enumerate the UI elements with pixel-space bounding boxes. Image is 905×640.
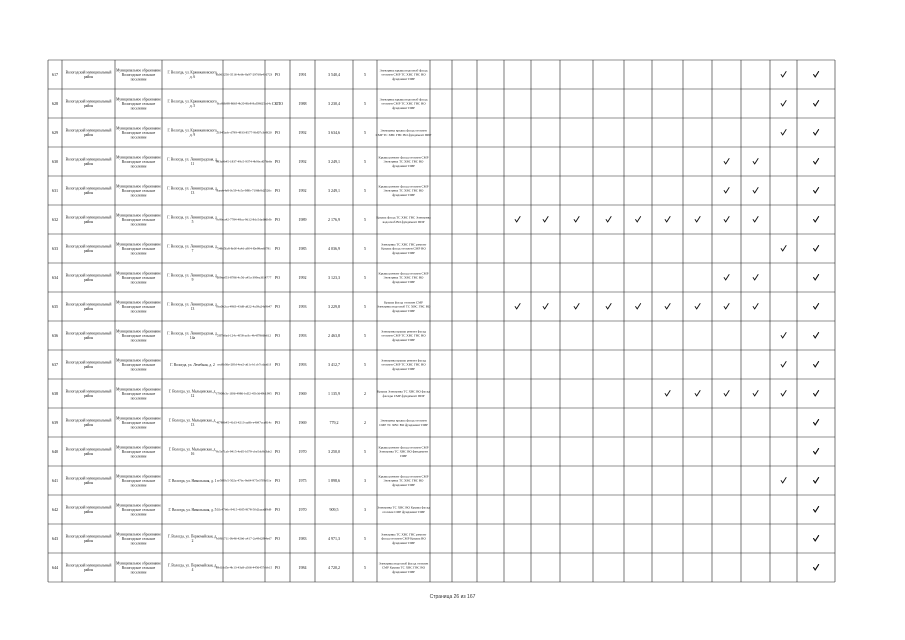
cell-floors: 5 <box>364 101 366 107</box>
cell-form: РО <box>274 217 281 223</box>
cell-num: 633 <box>51 246 59 252</box>
cell-num: 637 <box>51 362 59 368</box>
cell-district: Вологодский муниципальный район <box>65 360 112 370</box>
cell-address: Г. Вологда, ул. Ленинградская, д. 13 <box>167 302 218 312</box>
cell-num: 644 <box>51 565 59 571</box>
cell-floors: 2 <box>364 391 366 397</box>
cell-year: 1993 <box>298 304 307 310</box>
check-mark-icon <box>813 100 818 106</box>
cell-district: Вологодский муниципальный район <box>65 128 112 138</box>
check-mark-icon <box>695 303 700 309</box>
check-mark-icon <box>695 216 700 222</box>
cell-type: Муниципальное образование Вологодское сельское поселение <box>116 474 161 488</box>
cell-type: Муниципальное образование Вологодское сельское поселение <box>116 445 161 459</box>
check-mark-icon <box>695 390 700 396</box>
cell-floors: 5 <box>364 246 366 252</box>
cell-year: 1992 <box>298 275 307 281</box>
cell-area: 3 250,0 <box>328 449 340 455</box>
table-row <box>52 68 819 81</box>
check-mark-icon <box>781 100 786 106</box>
cell-num: 617 <box>51 72 59 78</box>
cell-year: 1992 <box>298 188 307 194</box>
check-mark-icon <box>813 535 818 541</box>
table-row <box>52 532 819 545</box>
cell-district: Вологодский муниципальный район <box>65 70 112 80</box>
table-row <box>52 358 819 371</box>
cell-area: 3 540,4 <box>328 72 340 78</box>
cell-works: Крыша ремонт фасад отоплен СМР Электрика ТС ХВС ВО фундамент ПИР <box>378 445 429 458</box>
cell-area: 3 229,8 <box>328 304 340 310</box>
cell-form: РО <box>274 275 281 281</box>
cell-floors: 3 <box>364 478 366 484</box>
check-mark-icon <box>724 187 729 193</box>
cell-address: Г. Вологда, ул. Кржижановского, д. 5 <box>167 99 218 109</box>
cell-area: 4 036,9 <box>328 246 340 252</box>
cell-area: 2 463,8 <box>328 333 340 339</box>
cell-year: 1985 <box>298 246 307 252</box>
cell-guid: 4f780b45-41d3-4213-aa8b-e4b97cca814c <box>216 420 272 425</box>
cell-district: Вологодский муниципальный район <box>65 476 112 486</box>
cell-guid: dcc86b88-866f-4b20-8fe8-8af39625cd4c <box>216 101 272 106</box>
cell-floors: 5 <box>364 304 366 310</box>
cell-year: 1975 <box>298 478 307 484</box>
cell-num: 636 <box>51 333 59 339</box>
cell-area: 779,2 <box>329 420 339 426</box>
cell-type: Муниципальное образование Вологодское сельское поселение <box>116 532 161 546</box>
cell-year: 1983 <box>298 536 307 542</box>
check-mark-icon <box>781 477 786 483</box>
cell-guid: 21945acb-d799-4933-8577-9bf07c3e9f20 <box>216 130 272 135</box>
check-mark-icon <box>665 303 670 309</box>
cell-district: Вологодский муниципальный район <box>65 563 112 573</box>
cell-address: Г. Вологда, ул. Мальцевская, д. 16 <box>168 447 217 457</box>
check-mark-icon <box>724 274 729 280</box>
cell-type: Муниципальное образование Вологодское сельское поселение <box>116 184 161 198</box>
cell-works: Электрика крыша водоснаб фасад отоплен СМР ТС ХВС ГВС ВО фундамент ПИР <box>379 68 428 81</box>
cell-type: Муниципальное образование Вологодское сельское поселение <box>116 213 161 227</box>
check-mark-icon <box>813 361 818 367</box>
cell-type: Муниципальное образование Вологодское сельское поселение <box>116 416 161 430</box>
cell-area: 1 898,6 <box>328 478 340 484</box>
cell-year: 1989 <box>298 217 307 223</box>
cell-district: Вологодский муниципальный район <box>65 157 112 167</box>
cell-type: Муниципальное образование Вологодское сельское поселение <box>116 155 161 169</box>
cell-num: 634 <box>51 275 59 281</box>
check-mark-icon <box>781 361 786 367</box>
table-row <box>52 445 819 458</box>
cell-type: Муниципальное образование Вологодское сельское поселение <box>116 561 161 575</box>
cell-num: 629 <box>51 130 59 136</box>
check-mark-icon <box>753 274 758 280</box>
cell-num: 640 <box>51 449 59 455</box>
cell-floors: 5 <box>364 72 366 78</box>
table-row <box>52 416 819 429</box>
cell-district: Вологодский муниципальный район <box>65 389 112 399</box>
cell-num: 635 <box>51 304 59 310</box>
cell-num: 642 <box>51 507 59 513</box>
cell-type: Муниципальное образование Вологодское сельское поселение <box>116 329 161 343</box>
cell-works: Крыша фасад отоплен СМР Электрика водоснаб ТС ХВС ГВС ВО фундамент ПИР <box>376 300 431 313</box>
cell-floors: 5 <box>364 362 366 368</box>
table-row <box>52 387 819 400</box>
cell-floors: 5 <box>364 333 366 339</box>
cell-area: 4 720,2 <box>328 565 340 571</box>
cell-floors: 5 <box>364 159 366 165</box>
cell-district: Вологодский муниципальный район <box>65 447 112 457</box>
cell-guid: 89d16d5e-4b13-43a8-a566-4456457cbb15 <box>215 565 273 570</box>
cell-district: Вологодский муниципальный район <box>65 244 112 254</box>
cell-year: 1993 <box>298 362 307 368</box>
cell-guid: 8a0d5256-3516-4ebb-8a97-297d8e416723 <box>215 72 273 77</box>
table-row <box>52 271 819 284</box>
cell-guid: f790fb3c-1f06-4986-bd52-45b3d49b1995 <box>216 391 272 396</box>
check-mark-icon <box>813 187 818 193</box>
cell-area: 1 135,9 <box>328 391 340 397</box>
page-number: Страница 26 из 167 <box>429 594 476 600</box>
cell-type: Муниципальное образование Вологодское сельское поселение <box>116 242 161 256</box>
cell-works: Электрика крыша ремонт фасад отоплен СМР ТС ХВС ГВС ВО фундамент ПИР <box>381 358 426 371</box>
cell-floors: 5 <box>364 565 366 571</box>
check-mark-icon <box>665 390 670 396</box>
check-mark-icon <box>543 303 548 309</box>
cell-floors: 5 <box>364 217 366 223</box>
check-mark-icon <box>724 216 729 222</box>
cell-district: Вологодский муниципальный район <box>65 418 112 428</box>
cell-area: 3 412,7 <box>328 362 340 368</box>
cell-guid: 02c47b6c-9415-40f5-9f78-50d2aaa6f9d9 <box>216 507 272 512</box>
cell-form: РО <box>274 130 281 136</box>
check-mark-icon <box>606 303 611 309</box>
cell-guid: ec9bca42-7784-48ca-9d12-8dc5dad66bfb <box>216 217 272 222</box>
check-mark-icon <box>813 71 818 77</box>
cell-works: Крыша ремонт фасад отоплен СМР Электрика ТС ХВС ГВС ВО фундамент ПИР <box>378 271 429 284</box>
check-mark-icon <box>753 158 758 164</box>
cell-works: Электрика крыша ремонт фасад отоплен СМР ТС ХВС ГВС ВО фундамент ПИР <box>381 329 426 342</box>
cell-district: Вологодский муниципальный район <box>65 302 112 312</box>
check-mark-icon <box>781 332 786 338</box>
cell-floors: 5 <box>364 536 366 542</box>
table-row <box>52 184 819 197</box>
cell-guid: 8c5e71ab-9415-4e65-b379-cbe5dc8d3ab2 <box>216 449 272 454</box>
check-mark-icon <box>635 216 640 222</box>
cell-district: Вологодский муниципальный район <box>65 215 112 225</box>
cell-floors: 5 <box>364 275 366 281</box>
cell-address: Г. Вологда, ул. Первомайская, д. 2 <box>167 534 218 544</box>
check-mark-icon <box>813 564 818 570</box>
cell-area: 3 249,1 <box>328 159 340 165</box>
cell-address: Г. Вологда, ул. Ленинградская, д. 14а <box>167 331 218 341</box>
cell-form: РО <box>274 304 281 310</box>
cell-address: Г. Вологда, ул. Кржижановского, д. 9 <box>167 128 218 138</box>
check-mark-icon <box>813 390 818 396</box>
cell-year: 1993 <box>298 333 307 339</box>
cell-area: 3 123,3 <box>328 275 340 281</box>
cell-guid: b0f61711-0b46-42b6-a417-2a49d2f84ed7 <box>216 536 272 541</box>
check-mark-icon <box>813 274 818 280</box>
cell-works: Крыша ремонт фасад отоплен СМР Электрика ТС ХВС ГВС ВО фундамент ПИР <box>378 184 429 197</box>
cell-area: 909,5 <box>329 507 339 513</box>
cell-year: 1992 <box>298 130 307 136</box>
check-mark-icon <box>813 419 818 425</box>
cell-address: Г. Вологда, ул. Лечебная, д. 2 <box>170 362 215 367</box>
check-mark-icon <box>813 303 818 309</box>
cell-floors: 5 <box>364 130 366 136</box>
cell-floors: 5 <box>364 449 366 455</box>
cell-works: Крыша Электрика ТС ХВС ВО фасад фасады СМР фундамент ПИР <box>377 389 430 398</box>
check-mark-icon <box>574 216 579 222</box>
cell-address: Г. Вологда, ул. Ленинградская, д. 13 <box>167 186 218 196</box>
cell-district: Вологодский муниципальный район <box>65 273 112 283</box>
cell-form: СКПО <box>271 101 284 107</box>
table-row <box>52 329 819 342</box>
cell-num: 639 <box>51 420 59 426</box>
check-mark-icon <box>724 158 729 164</box>
cell-area: 4 971,3 <box>328 536 340 542</box>
cell-year: 1969 <box>298 420 307 426</box>
cell-type: Муниципальное образование Вологодское сельское поселение <box>116 358 161 372</box>
cell-form: РО <box>274 420 281 426</box>
cell-works: Крыша фасад ТС ХВС ГВС Электрика водоснаб ВО фундамент ПИР <box>376 215 431 224</box>
check-mark-icon <box>781 129 786 135</box>
cell-area: 3 634,6 <box>328 130 340 136</box>
cell-address: Г. Вологда, ул. Кржижановского, д. 6 <box>167 70 218 80</box>
cell-address: Г. Вологда, ул. Ленинградская, д. 7 <box>167 244 218 254</box>
cell-works: Электрика крыша водоснаб фасад отоплен СМР ТС ХВС ГВС ВО фундамент ПИР <box>379 97 428 110</box>
check-mark-icon <box>813 158 818 164</box>
check-mark-icon <box>813 448 818 454</box>
cell-area: 3 249,1 <box>328 188 340 194</box>
cell-form: РО <box>274 188 281 194</box>
check-mark-icon <box>753 216 758 222</box>
cell-form: РО <box>274 246 281 252</box>
check-mark-icon <box>753 390 758 396</box>
cell-address: Г. Вологда, ул. Первомайская, д. 4 <box>167 563 218 573</box>
cell-guid: cea9b36e-2f0d-4ee2-a61c-b1cb7cdaa61f <box>217 362 271 367</box>
cell-area: 2 176,9 <box>328 217 340 223</box>
cell-address: Г. Вологда, ул. Ленинградская, д. 11 <box>167 157 218 167</box>
cell-year: 1970 <box>298 449 307 455</box>
cell-type: Муниципальное образование Вологодское сельское поселение <box>116 271 161 285</box>
cell-form: РО <box>274 333 281 339</box>
cell-works: Электрика ТС ХВС ГВС ремонт фасад отоплен СМР Крыша ВО фундамент ПИР <box>380 532 427 545</box>
table-row <box>52 474 819 487</box>
cell-type: Муниципальное образование Вологодское сельское поселение <box>116 387 161 401</box>
check-mark-icon <box>781 71 786 77</box>
check-mark-icon <box>813 506 818 512</box>
cell-area: 3 230,4 <box>328 101 340 107</box>
check-mark-icon <box>515 303 520 309</box>
cell-num: 643 <box>51 536 59 542</box>
cell-year: 1992 <box>298 159 307 165</box>
cell-form: РО <box>274 565 281 571</box>
check-mark-icon <box>724 303 729 309</box>
cell-address: Г. Вологда, ул. Ленинградская, д. 5 <box>167 215 218 225</box>
cell-guid: cba0b2ca-4963-43d8-a822-4a39a24a9b47 <box>216 304 272 309</box>
cell-guid: 2ff7b6ad-124c-4f58-ae3c-4b4f7866b612 <box>217 333 271 338</box>
cell-form: РО <box>274 159 281 165</box>
cell-guid: 548d5fa8-8e0f-4a4d-a904-f0e99ee6f781 <box>217 246 271 251</box>
cell-form: РО <box>274 449 281 455</box>
table-row <box>52 126 819 139</box>
cell-district: Вологодский муниципальный район <box>65 505 112 515</box>
check-mark-icon <box>813 332 818 338</box>
cell-num: 631 <box>51 188 59 194</box>
cell-district: Вологодский муниципальный район <box>65 99 112 109</box>
check-mark-icon <box>515 216 520 222</box>
check-mark-icon <box>606 216 611 222</box>
cell-works: Электрика ТС ХВС ВО Крыша фасад отоплен СМР фундамент ПИР <box>377 505 430 514</box>
check-mark-icon <box>724 390 729 396</box>
check-mark-icon <box>813 477 818 483</box>
cell-guid: 609eef53-8786-4c56-a45a-399ea3f14777 <box>216 275 272 280</box>
table-row <box>52 561 819 574</box>
cell-address: Г. Вологда, ул. Никольская, д. 1 <box>168 478 217 483</box>
cell-works: Крыша ремонт фасад отоплен СМР Электрика ТС ХВС ГВС ВО фундамент ПИР <box>378 474 429 487</box>
cell-year: 1988 <box>298 101 307 107</box>
cell-type: Муниципальное образование Вологодское сельское поселение <box>116 126 161 140</box>
cell-guid: 8aeeb4e8-0c59-4c5e-9f8b-7196b8d2526c <box>216 188 272 193</box>
cell-address: Г. Вологда, ул. Мальцевская, д. 13 <box>168 418 217 428</box>
table-row <box>52 155 819 168</box>
cell-works: Электрика крыша фасад отоплен СМР ТС ХВС ГВС ВО фундамент ПИР <box>375 128 432 137</box>
cell-guid: 983a9b45-1837-49c5-9374-4b9bcd076e6e <box>215 159 273 164</box>
cell-form: РО <box>274 72 281 78</box>
check-mark-icon <box>665 216 670 222</box>
cell-year: 1984 <box>298 565 307 571</box>
cell-guid: ae58f0c5-502a-47bc-9e64-975e37f9e51e <box>216 478 272 483</box>
check-mark-icon <box>813 216 818 222</box>
cell-works: Крыша ремонт фасад отоплен СМР Электрика ТС ХВС ГВС ВО фундамент ПИР <box>378 155 429 168</box>
cell-form: РО <box>274 478 281 484</box>
cell-type: Муниципальное образование Вологодское сельское поселение <box>116 503 161 517</box>
cell-num: 638 <box>51 391 59 397</box>
cell-type: Муниципальное образование Вологодское сельское поселение <box>116 97 161 111</box>
cell-district: Вологодский муниципальный район <box>65 186 112 196</box>
cell-type: Муниципальное образование Вологодское сельское поселение <box>116 68 161 82</box>
cell-district: Вологодский муниципальный район <box>65 331 112 341</box>
table-row <box>52 97 819 110</box>
check-mark-icon <box>813 245 818 251</box>
cell-num: 632 <box>51 217 59 223</box>
cell-floors: 3 <box>364 507 366 513</box>
cell-address: Г. Вологда, ул. Никольская, д. 5 <box>168 507 217 512</box>
table-row <box>52 242 819 255</box>
cell-num: 641 <box>51 478 59 484</box>
cell-floors: 5 <box>364 188 366 194</box>
table-row <box>52 300 819 313</box>
table-row <box>52 213 819 226</box>
check-mark-icon <box>635 303 640 309</box>
cell-address: Г. Вологда, ул. Ленинградская, д. 9 <box>167 273 218 283</box>
cell-works: Электрика ТС ХВС ГВС ремонт Крыша фасад отоплен СМР ВО фундамент ПИР <box>380 242 427 255</box>
check-mark-icon <box>574 303 579 309</box>
cell-num: 630 <box>51 159 59 165</box>
table-row <box>52 503 819 516</box>
cell-works: Электрика водоснаб фасад отоплен СМР Крыша ТС ХВС ГВС ВО фундамент ПИР <box>378 561 429 574</box>
check-mark-icon <box>543 216 548 222</box>
cell-num: 628 <box>51 101 59 107</box>
check-mark-icon <box>781 245 786 251</box>
cell-floors: 2 <box>364 420 366 426</box>
check-mark-icon <box>781 390 786 396</box>
cell-form: РО <box>274 536 281 542</box>
cell-type: Муниципальное образование Вологодское сельское поселение <box>116 300 161 314</box>
cell-form: РО <box>274 507 281 513</box>
cell-year: 1991 <box>298 72 307 78</box>
check-mark-icon <box>753 187 758 193</box>
cell-form: РО <box>274 391 281 397</box>
cell-form: РО <box>274 362 281 368</box>
cell-district: Вологодский муниципальный район <box>65 534 112 544</box>
cell-year: 1969 <box>298 391 307 397</box>
check-mark-icon <box>753 303 758 309</box>
cell-year: 1970 <box>298 507 307 513</box>
cell-address: Г. Вологда, ул. Мальцевская, д. 12 <box>168 389 217 399</box>
cell-works: Электрика крыша фасад отоплен СМР ТС ХВС ВО фундамент ПИР <box>379 418 428 427</box>
check-mark-icon <box>813 129 818 135</box>
